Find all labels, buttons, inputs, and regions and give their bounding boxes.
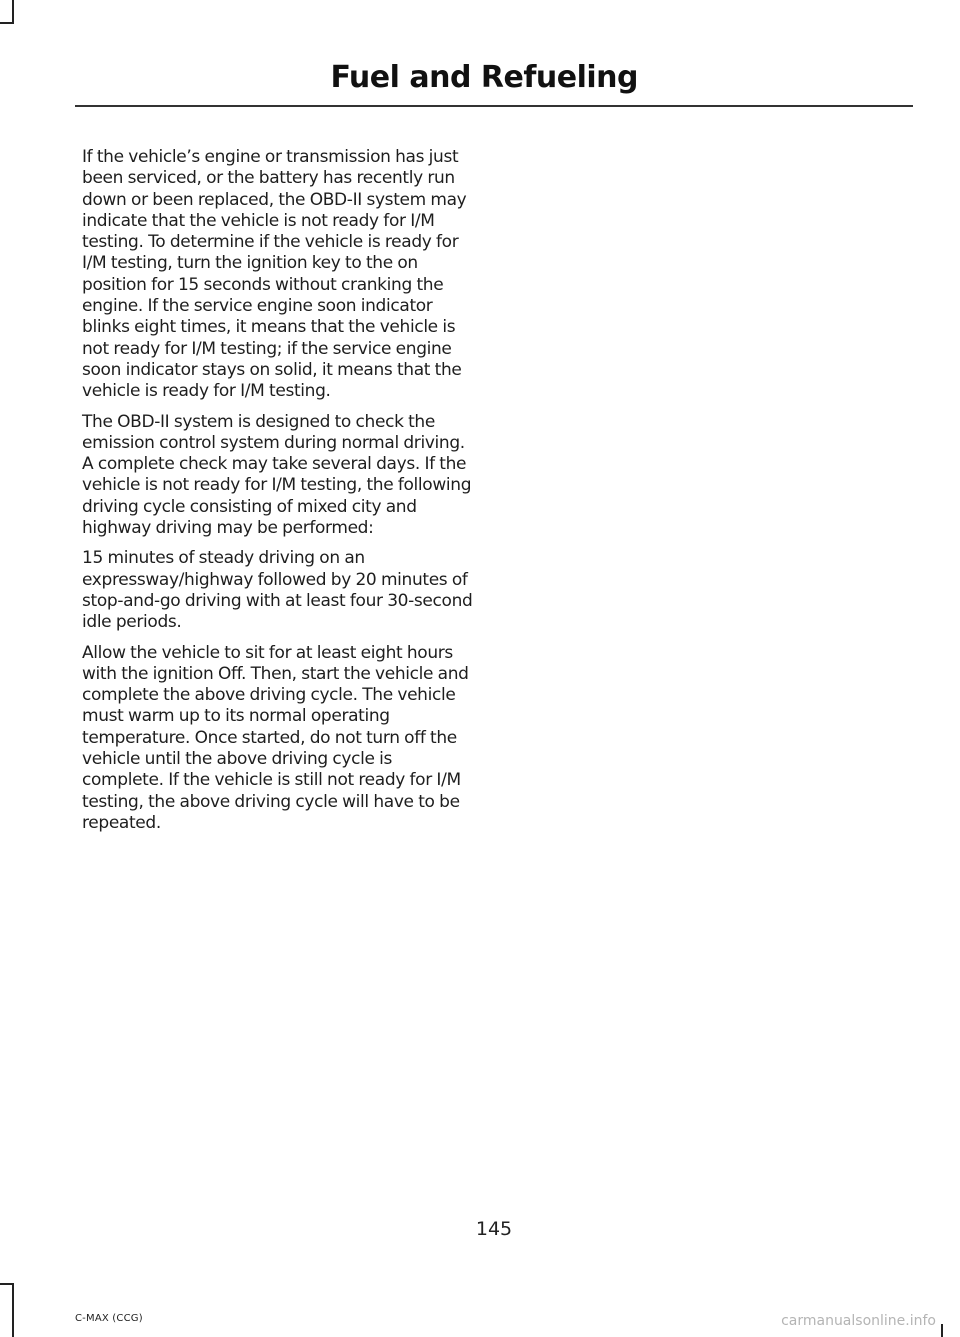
- crop-mark-bottom-left: [12, 1283, 14, 1337]
- paragraph-readiness: If the vehicle’s engine or transmission has just been serviced, or the battery has recently run down or been replaced, the OBD-II system may indicate that the vehicle is not ready for I/M testing. To determine if the vehicle is ready for I/M testing, turn the ignition key to the on position for 15 seconds without cranking the engine. If the service engine soon indicator blinks eight times, it means that the vehicle is not ready for I/M testing; if the service engine soon indicator stays on solid, it means that the vehicle is ready for I/M testing.: [82, 147, 467, 402]
- paragraph-obd-check: The OBD-II system is designed to check the emission control system during normal driving. A complete check may take several days. If the vehicle is not ready for I/M testing, the following driving cycle consisting of mixed city and highway driving may be performed:: [82, 411, 472, 539]
- crop-mark-top-left: [12, 0, 14, 24]
- crop-mark-top-left-horizontal: [0, 22, 14, 24]
- watermark: carmanualsonline.info: [781, 1313, 936, 1329]
- footer-model: C-MAX (CCG): [75, 1313, 143, 1324]
- paragraph-procedure: Allow the vehicle to sit for at least eight hours with the ignition Off. Then, start the vehicle and complete the above driving cycle. The vehicle must warm up to its normal operating temperature. Once started, do not turn off the vehicle until the above driving cycle is complete. If the vehicle is still not ready for I/M testing, the above driving cycle will have to be repeated.: [82, 642, 469, 833]
- crop-mark-bottom-right: [941, 1324, 943, 1337]
- page-title: Fuel and Refueling: [330, 60, 638, 95]
- paragraph-driving-cycle: 15 minutes of steady driving on an expressway/highway followed by 20 minutes of stop-and-go driving with at least four 30-second idle periods.: [82, 548, 473, 633]
- header-divider: [75, 105, 913, 107]
- body-text: [82, 147, 477, 843]
- crop-mark-bottom-left-horizontal: [0, 1283, 14, 1285]
- page-number: 145: [475, 1218, 513, 1240]
